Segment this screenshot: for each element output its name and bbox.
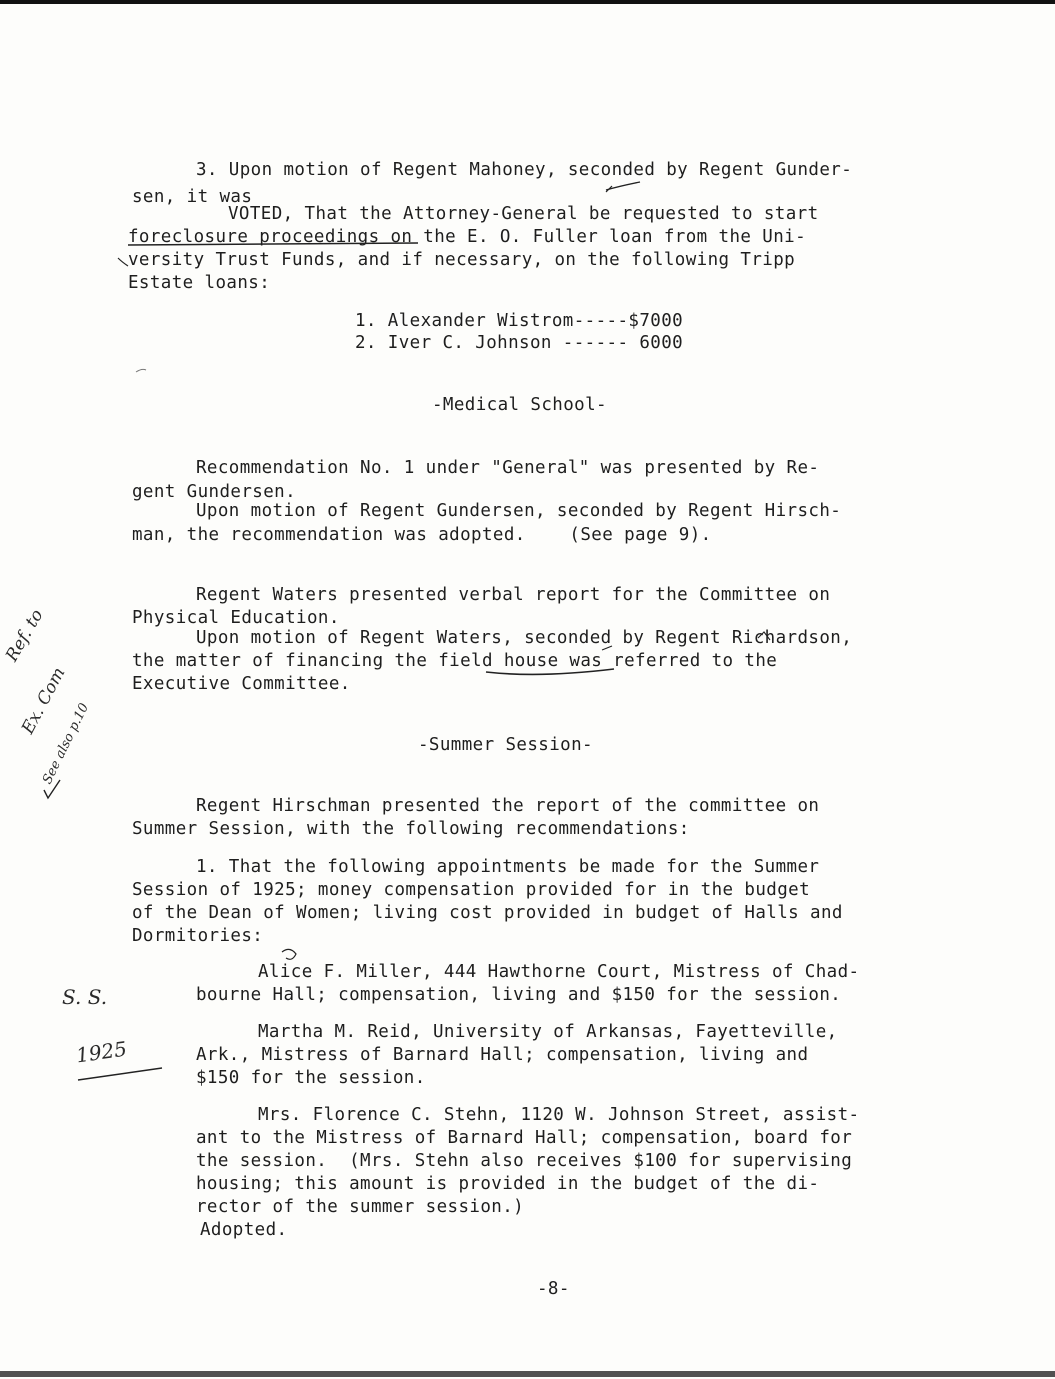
stehn-line3: the session. (Mrs. Stehn also receives $100 for supervising [196, 1151, 853, 1171]
medical-line4: man, the recommendation was adopted. (See page 9). [132, 525, 712, 545]
medical-line1: Recommendation No. 1 under "General" was presented by Re- [196, 458, 820, 478]
summer-session-heading: -Summer Session- [418, 735, 593, 755]
margin-note-see-also: See also p.10 [40, 700, 93, 787]
phys-ed-line4: the matter of financing the field house was referred to the [132, 651, 778, 671]
reid-line1: Martha M. Reid, University of Arkansas, Fayetteville, [258, 1022, 838, 1042]
margin-note-excom: Ex. Com [18, 664, 70, 738]
top-border [0, 0, 1055, 4]
check-mark-tail [606, 186, 612, 192]
bracket-mark [118, 258, 128, 266]
rec1-line3: of the Dean of Women; living cost provided in budget of Halls and [132, 903, 843, 923]
stray-mark [136, 369, 146, 372]
reid-line3: $150 for the session. [196, 1068, 426, 1088]
phys-ed-line1: Regent Waters presented verbal report for the Committee on [196, 585, 831, 605]
phys-ed-line3: Upon motion of Regent Waters, seconded by Regent Richardson, [196, 628, 853, 648]
item3-line1: 3. Upon motion of Regent Mahoney, seconded by Regent Gunder- [196, 160, 853, 180]
loan-item-1: 1. Alexander Wistrom-----$7000 [355, 311, 684, 331]
phys-ed-line2: Physical Education. [132, 608, 340, 628]
loan-item-2: 2. Iver C. Johnson ------ 6000 [355, 333, 684, 353]
reid-line2: Ark., Mistress of Barnard Hall; compensation, living and [196, 1045, 809, 1065]
rec1-line2: Session of 1925; money compensation provided for in the budget [132, 880, 811, 900]
medical-line3: Upon motion of Regent Gundersen, seconded by Regent Hirsch- [196, 501, 842, 521]
miller-line2: bourne Hall; compensation, living and $150 for the session. [196, 985, 842, 1005]
correction-mark-miller [282, 949, 296, 959]
item3-line4: foreclosure proceedings on the E. O. Fuller loan from the Uni- [128, 227, 807, 247]
stehn-line2: ant to the Mistress of Barnard Hall; compensation, board for [196, 1128, 853, 1148]
rec1-line1: 1. That the following appointments be made for the Summer [196, 857, 820, 877]
medical-school-heading: -Medical School- [432, 395, 607, 415]
stehn-line4: housing; this amount is provided in the budget of the di- [196, 1174, 820, 1194]
item3-line6: Estate loans: [128, 273, 271, 293]
bottom-border [0, 1371, 1055, 1377]
margin-note-ss: S. S. [62, 985, 108, 1009]
summer-intro1: Regent Hirschman presented the report of the committee on [196, 796, 820, 816]
item3-voted-line: VOTED, That the Attorney-General be requested to start [228, 204, 819, 224]
summer-intro2: Summer Session, with the following recommendations: [132, 819, 690, 839]
check-mark-seconded [606, 182, 640, 190]
miller-line1: Alice F. Miller, 444 Hawthorne Court, Mistress of Chad- [258, 962, 860, 982]
stehn-line5: rector of the summer session.) [196, 1197, 525, 1217]
item3-line5: versity Trust Funds, and if necessary, on the following Tripp [128, 250, 796, 270]
phys-ed-line5: Executive Committee. [132, 674, 351, 694]
medical-line2: gent Gundersen. [132, 482, 297, 502]
page-number: -8- [537, 1279, 570, 1299]
stehn-line1: Mrs. Florence C. Stehn, 1120 W. Johnson Street, assist- [258, 1105, 860, 1125]
item3-line2: sen, it was [132, 187, 253, 207]
rec1-line4: Dormitories: [132, 926, 264, 946]
underline-year [78, 1068, 162, 1080]
margin-note-ref: Ref. to [2, 606, 48, 665]
margin-note-year: 1925 [74, 1036, 129, 1068]
adopted-line: Adopted. [200, 1220, 288, 1240]
